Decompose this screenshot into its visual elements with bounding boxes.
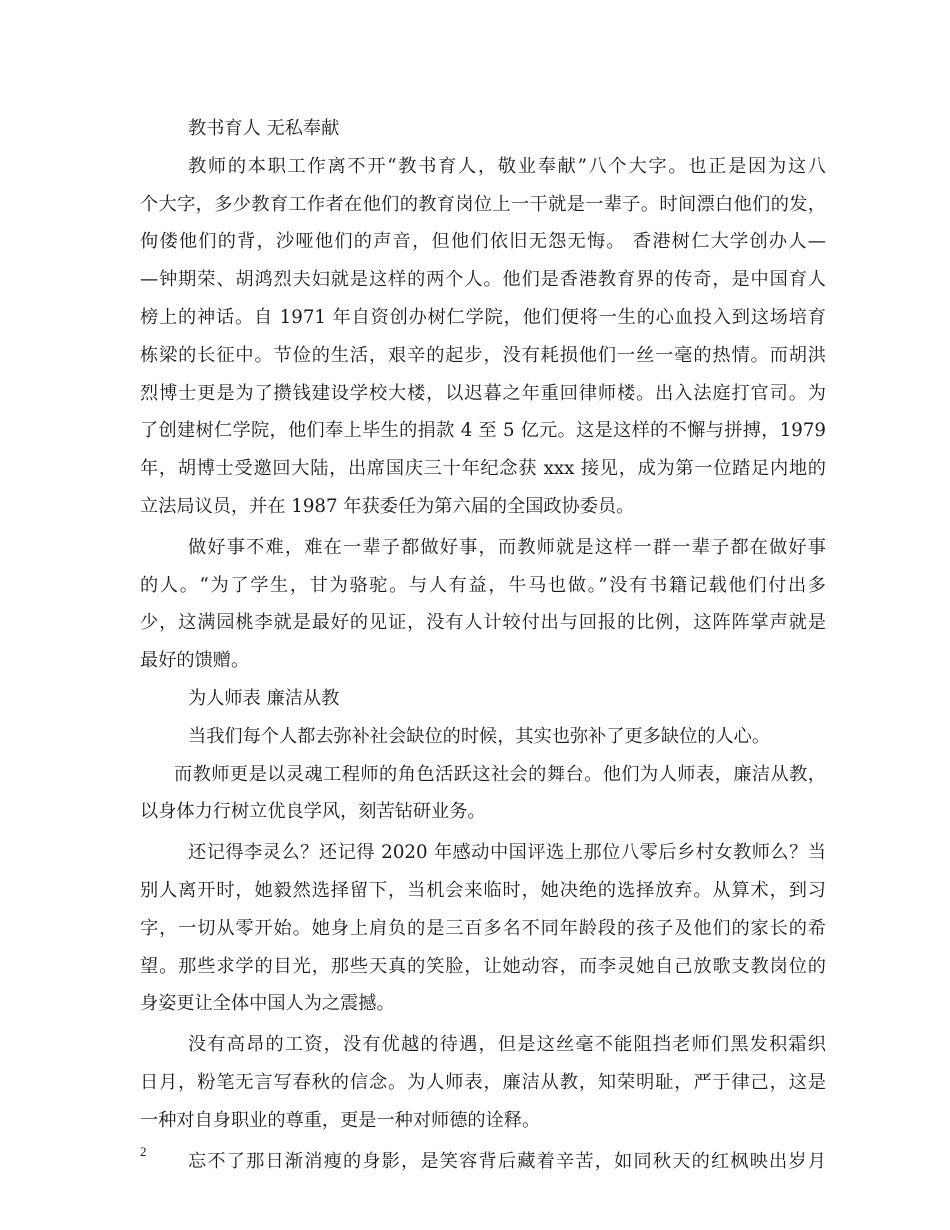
paragraph-line: 佝偻他们的背，沙哑他们的声音，但他们依旧无怨无悔。 香港树仁大学创办人— (140, 231, 826, 253)
paragraph-line: 而教师更是以灵魂工程师的角色活跃这社会的舞台。他们为人师表，廉洁从教， (174, 763, 826, 785)
page-number: 2 (140, 1144, 147, 1159)
paragraph-line: 忘不了那日渐消瘦的身影，是笑容背后藏着辛苦，如同秋天的红枫映出岁月 (188, 1150, 826, 1172)
paragraph-line: 还记得李灵么？还记得 2020 年感动中国评选上那位八零后乡村女教师么？当 (188, 842, 826, 864)
paragraph-line: 身姿更让全体中国人为之震撼。 (140, 993, 395, 1015)
paragraph-line: 少，这满园桃李就是最好的见证，没有人计较付出与回报的比例，这阵阵掌声就是 (140, 612, 826, 634)
paragraph-line: 没有高昂的工资，没有优越的待遇，但是这丝毫不能阻挡老师们黑发积霜织 (188, 1034, 826, 1056)
paragraph-line: 字，一切从零开始。她身上肩负的是三百多名不同年龄段的孩子及他们的家长的希 (140, 917, 826, 939)
paragraph-line: 一种对自身职业的尊重，更是一种对师德的诠释。 (140, 1109, 541, 1131)
section-heading: 为人师表 廉洁从教 (188, 687, 340, 709)
section-heading: 教书育人 无私奉献 (188, 118, 340, 139)
paragraph-line: 当我们每个人都去弥补社会缺位的时候，其实也弥补了更多缺位的人心。 (188, 725, 771, 747)
paragraph-line: 立法局议员，并在 1987 年获委任为第六届的全国政协委员。 (140, 495, 635, 517)
paragraph-line: 以身体力行树立优良学风，刻苦钻研业务。 (140, 801, 486, 823)
paragraph-line: 教师的本职工作离不开“教书育人，敬业奉献”八个大字。也正是因为这八 (188, 155, 826, 177)
paragraph-line: 别人离开时，她毅然选择留下，当机会来临时，她决绝的选择放弃。从算术，到习 (140, 879, 826, 901)
paragraph-line: 日月，粉笔无言写春秋的信念。为人师表，廉洁从教，知荣明耻，严于律己，这是 (140, 1071, 826, 1093)
paragraph-line: 榜上的神话。自 1971 年自资创办树仁学院，他们便将一生的心血投入到这场培育 (140, 306, 826, 328)
paragraph-line: 最好的馈赠。 (140, 650, 250, 672)
paragraph-line: 栋梁的长征中。节俭的生活，艰辛的起步，没有耗损他们一丝一毫的热情。而胡洪 (140, 344, 826, 366)
paragraph-line: 了创建树仁学院，他们奉上毕生的捐款 4 至 5 亿元。这是这样的不懈与拼搏，1979 (140, 420, 826, 442)
paragraph-line: 望。那些求学的目光，那些天真的笑脸，让她动容，而李灵她自己放歌支教岗位的 (140, 955, 826, 977)
paragraph-line: —钟期荣、胡鸿烈夫妇就是这样的两个人。他们是香港教育界的传奇，是中国育人 (140, 269, 826, 291)
paragraph-line: 年，胡博士受邀回大陆，出席国庆三十年纪念获 xxx 接见，成为第一位踏足内地的 (140, 458, 826, 480)
paragraph-line: 的人。“为了学生，甘为骆驼。与人有益，牛马也做。”没有书籍记载他们付出多 (140, 574, 826, 596)
paragraph-line: 个大字，多少教育工作者在他们的教育岗位上一干就是一辈子。时间漂白他们的发， (140, 193, 826, 215)
paragraph-line: 烈博士更是为了攒钱建设学校大楼，以迟暮之年重回律师楼。出入法庭打官司。为 (140, 382, 826, 404)
paragraph-line: 做好事不难，难在一辈子都做好事，而教师就是这样一群一辈子都在做好事 (188, 536, 826, 558)
document-page (140, 110, 826, 1180)
